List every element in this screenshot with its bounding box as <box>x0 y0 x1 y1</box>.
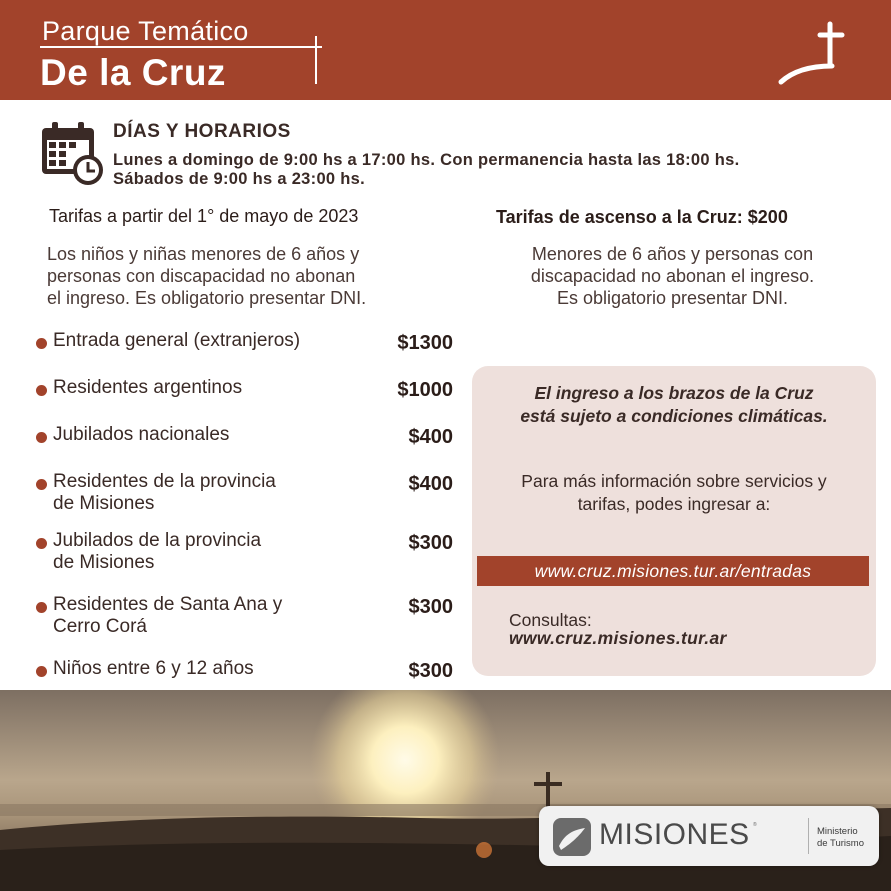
header-title-line2: De la Cruz <box>40 52 226 93</box>
tarifas-note <box>47 243 457 309</box>
brand-separator <box>808 818 809 854</box>
consult-link[interactable]: www.cruz.misiones.tur.ar <box>509 628 727 648</box>
price-label-line: Cerro Corá <box>53 616 147 637</box>
price-label <box>53 658 353 680</box>
price-label-line: Niños entre 6 y 12 años <box>53 658 254 679</box>
climate-warning-line: El ingreso a los brazos de la Cruz <box>534 383 814 403</box>
title-cross-stem <box>315 36 317 84</box>
price-label <box>53 594 353 638</box>
price-label-line: Entrada general (extranjeros) <box>53 330 301 351</box>
ascenso-note <box>480 243 865 309</box>
price-label <box>53 377 353 399</box>
price-value: $300 <box>408 532 453 554</box>
ascenso-note-line: discapacidad no abonan el ingreso. <box>530 266 815 286</box>
price-label <box>53 424 353 446</box>
entradas-link-bar[interactable] <box>477 556 869 586</box>
tarifas-note-line: Los niños y niñas menores de 6 años y <box>47 244 360 264</box>
schedule-title: DÍAS Y HORARIOS <box>113 121 291 142</box>
price-value: $400 <box>408 473 453 495</box>
price-label-line: Jubilados nacionales <box>53 424 230 445</box>
entradas-link[interactable]: www.cruz.misiones.tur.ar/entradas <box>534 561 812 581</box>
price-value: $300 <box>408 660 453 682</box>
cross-logo-icon <box>778 20 858 86</box>
schedule-weekdays: Lunes a domingo de 9:00 hs a 17:00 hs. Con permanencia hasta las 18:00 hs. <box>113 151 740 169</box>
header-banner <box>0 0 891 100</box>
price-label-line: Residentes de Santa Ana y <box>53 594 283 615</box>
price-label <box>53 530 353 574</box>
climate-warning <box>472 382 876 428</box>
misiones-brand-logo <box>539 806 879 866</box>
tarifas-note-line: personas con discapacidad no abonan <box>47 266 356 286</box>
bullet-dot <box>36 666 47 677</box>
bullet-dot <box>36 602 47 613</box>
price-label-line: de Misiones <box>53 493 155 514</box>
price-label-line: Residentes argentinos <box>53 377 243 398</box>
price-value: $400 <box>408 426 453 448</box>
price-label-line: de Misiones <box>53 552 155 573</box>
consult-label: Consultas: <box>509 610 592 630</box>
ascenso-title-text: Tarifas de ascenso a la Cruz: <box>496 207 743 227</box>
header-title-line1: Parque Temático <box>42 16 249 46</box>
more-info-text <box>472 470 876 516</box>
price-label-line: Jubilados de la provincia <box>53 530 262 551</box>
climate-warning-line: está sujeto a condiciones climáticas. <box>520 406 828 426</box>
ascenso-note-line: Es obligatorio presentar DNI. <box>556 288 789 308</box>
ministry-line1: Ministerio <box>817 826 858 837</box>
price-label <box>53 471 353 515</box>
info-box <box>472 366 876 676</box>
registered-mark: ® <box>753 822 757 828</box>
title-underline <box>40 46 322 48</box>
bullet-dot <box>36 338 47 349</box>
price-label-line: Residentes de la provincia <box>53 471 276 492</box>
more-info-line: tarifas, podes ingresar a: <box>577 494 771 514</box>
calendar-clock-icon <box>40 120 104 186</box>
misiones-emblem-icon <box>551 816 593 858</box>
price-value: $1300 <box>397 332 453 354</box>
price-label <box>53 330 353 352</box>
bullet-dot <box>36 538 47 549</box>
ascenso-title <box>496 207 788 228</box>
tarifas-title: Tarifas a partir del 1° de mayo de 2023 <box>49 206 359 226</box>
tarifas-note-line: el ingreso. Es obligatorio presentar DNI. <box>47 288 367 308</box>
price-value: $300 <box>408 596 453 618</box>
ministry-line2: de Turismo <box>817 838 864 849</box>
bullet-dot <box>36 432 47 443</box>
ascenso-note-line: Menores de 6 años y personas con <box>531 244 814 264</box>
ascenso-price: $200 <box>747 207 788 227</box>
price-value: $1000 <box>397 379 453 401</box>
more-info-line: Para más información sobre servicios y <box>521 471 827 491</box>
bullet-dot <box>36 479 47 490</box>
schedule-saturdays: Sábados de 9:00 hs a 23:00 hs. <box>113 170 366 188</box>
misiones-wordmark: MISIONES <box>599 818 750 851</box>
bullet-dot <box>36 385 47 396</box>
